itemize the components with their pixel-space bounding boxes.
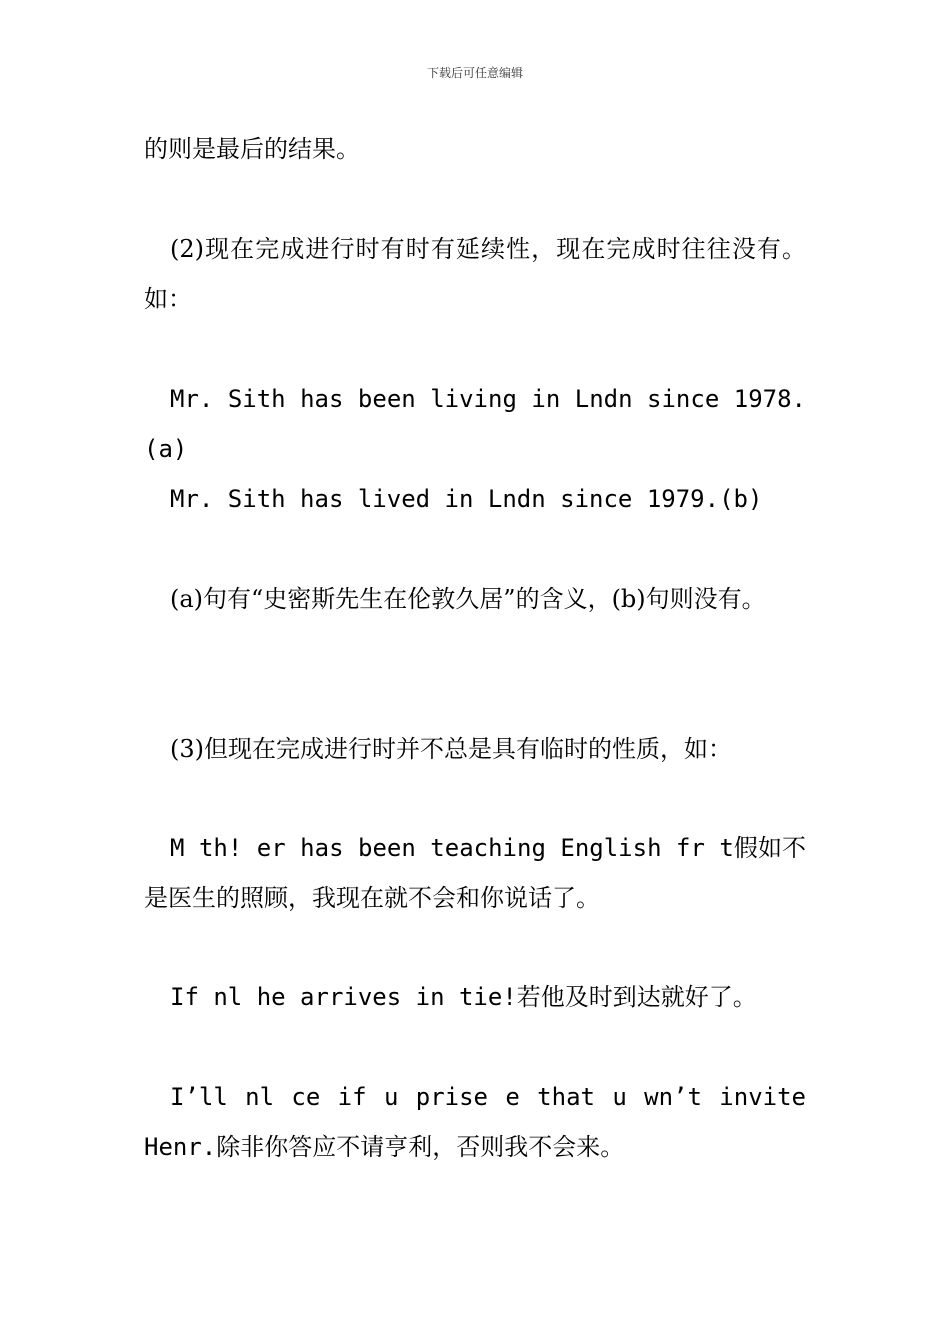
paragraph-9: I’ll nl ce if u prise e that u wn’t invite Henr.除非你答应不请亨利，否则我不会来。 bbox=[144, 1083, 806, 1161]
paragraph-3-example-a: Mr. Sith has been living in Lndn since 1978.(a) bbox=[144, 385, 806, 463]
paragraph-7: M th! er has been teaching English fr t假如不是医生的照顾，我现在就不会和你说话了。 bbox=[144, 834, 806, 912]
paragraph-8: If nl he arrives in tie!若他及时到达就好了。 bbox=[170, 983, 757, 1011]
paragraph-4-example-b: Mr. Sith has lived in Lndn since 1979.(b) bbox=[170, 485, 763, 513]
page-header: 下载后可任意编辑 bbox=[426, 66, 523, 80]
paragraph-1: 的则是最后的结果。 bbox=[144, 135, 360, 163]
paragraph-5: (a)句有“史密斯先生在伦敦久居”的含义，(b)句则没有。 bbox=[170, 585, 766, 613]
paragraph-2: (2)现在完成进行时有时有延续性，现在完成时往往没有。如： bbox=[144, 235, 806, 313]
paragraph-6: (3)但现在完成进行时并不总是具有临时的性质，如： bbox=[170, 735, 732, 763]
